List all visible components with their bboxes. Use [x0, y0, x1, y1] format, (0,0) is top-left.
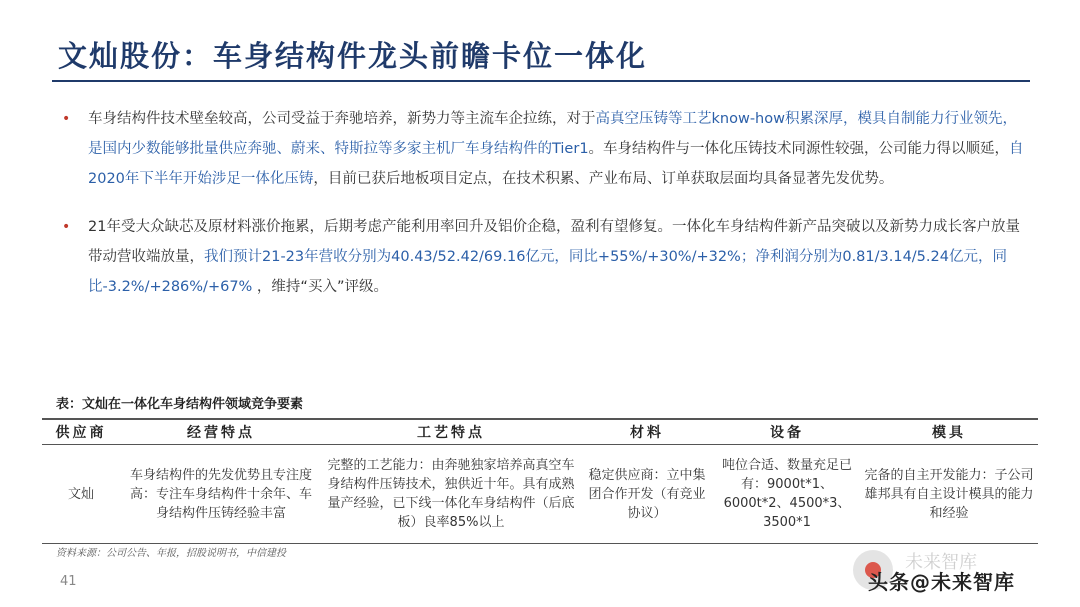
- header-mold: 模具: [860, 419, 1038, 445]
- cell-equipment: 吨位合适、数量充足已有：9000t*1、6000t*2、4500*3、3500*1: [714, 445, 860, 544]
- bullet-segment: 车身结构件技术壁垒较高，公司受益于奔驰培养，新势力等主流车企拉练，对于: [88, 111, 596, 127]
- competition-table: [42, 418, 1038, 544]
- cell-supplier: 文灿: [42, 445, 120, 544]
- table-row: [42, 445, 1038, 544]
- cell-material: 稳定供应商：立中集团合作开发（有竞业协议）: [580, 445, 714, 544]
- bullet-item-2: [62, 212, 1028, 302]
- header-equipment: 设备: [714, 419, 860, 445]
- header-business: 经营特点: [120, 419, 322, 445]
- title-divider: [52, 80, 1030, 82]
- watermark-text-dark: 头条@未来智库: [868, 570, 1015, 594]
- header-supplier: 供应商: [42, 419, 120, 445]
- bullet-segment-highlight: 自2020年下半年开始涉足一体化压铸: [88, 141, 1024, 187]
- bullet-list: [62, 104, 1028, 320]
- header-process: 工艺特点: [322, 419, 580, 445]
- bullet-item-1: [62, 104, 1028, 194]
- table-header-row: [42, 419, 1038, 445]
- watermark-text-light: 未来智库: [905, 552, 977, 573]
- page-number: 41: [60, 574, 77, 589]
- bullet-text: [88, 219, 1020, 295]
- bullet-segment-highlight: 我们预计21-23年营收分别为40.43/52.42/69.16亿元，同比+55%/+30%/+32%；净利润分别为0.81/3.14/5.24亿元，同比-3.2%/+286%/+67%: [88, 249, 1007, 295]
- slide-title: 文灿股份：车身结构件龙头前瞻卡位一体化: [58, 39, 648, 73]
- table-caption: 表：文灿在一体化车身结构件领域竞争要素: [56, 397, 304, 412]
- bullet-segment-highlight: 高真空压铸等工艺know-how积累深厚，模具自制能力行业领先，是国内少数能够批量供应奔驰、蔚来、特斯拉等多家主机厂车身结构件的Tier1: [88, 111, 1017, 157]
- bullet-segment: ，目前已获后地板项目定点，在技术积累、产业布局、订单获取层面均具备显著先发优势。: [313, 171, 894, 187]
- cell-business: 车身结构件的先发优势且专注度高：专注车身结构件十余年、车身结构件压铸经验丰富: [120, 445, 322, 544]
- source-note: 资料来源：公司公告、年报，招股说明书，中信建投: [56, 548, 286, 559]
- header-material: 材料: [580, 419, 714, 445]
- bullet-marker: •: [62, 111, 71, 127]
- bullet-marker: •: [62, 219, 71, 235]
- bullet-text: [88, 111, 1024, 187]
- bullet-segment: 21年受大众缺芯及原材料涨价拖累，后期考虑产能利用率回升及铝价企稳，盈利有望修复。一体化车身结构件新产品突破以及新势力成长客户放量带动营收端放量，: [88, 219, 1020, 265]
- bullet-segment: ，维持“买入”评级。: [252, 279, 388, 295]
- cell-process: 完整的工艺能力：由奔驰独家培养高真空车身结构件压铸技术，独供近十年。具有成熟量产经验，已下线一体化车身结构件（后底板）良率85%以上: [322, 445, 580, 544]
- cell-mold: 完备的自主开发能力：子公司雄邦具有自主设计模具的能力和经验: [860, 445, 1038, 544]
- bullet-segment: 。车身结构件与一体化压铸技术同源性较强，公司能力得以顺延，: [588, 141, 1010, 157]
